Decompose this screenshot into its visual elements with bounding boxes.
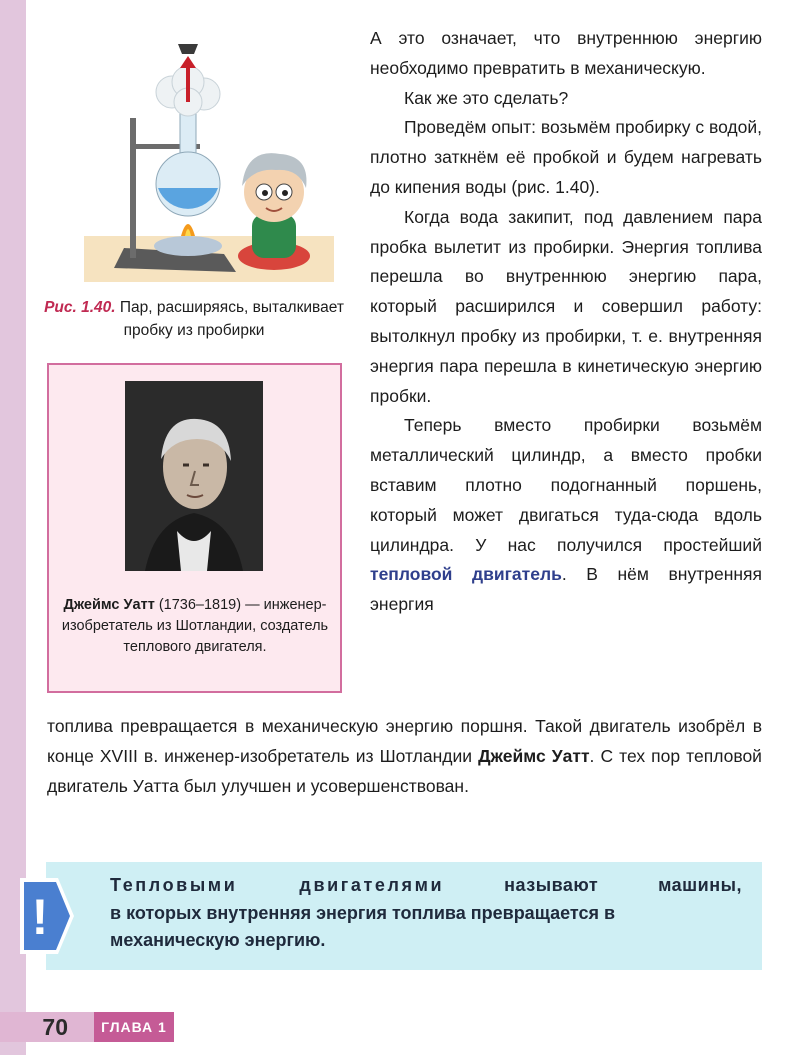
burner-dish [154, 236, 222, 256]
chapter-label: ГЛАВА 1 [94, 1012, 174, 1042]
inventor-name: Джеймс Уатт [478, 745, 590, 766]
continued-part-a: топлива превращается в механическую энергию поршня. Такой двигатель изобрёл в конце XVIII в. инженер-изобретатель из Шотландии [47, 716, 762, 766]
paragraph-2: Как же это сделать? [404, 87, 569, 108]
figure-caption [44, 296, 344, 342]
portrait-years: (1736–1819) — [158, 597, 260, 613]
paragraph-5-part-b: . В нём внутренняя энергия [370, 564, 762, 615]
continued-part-b: . С тех пор тепловой двигатель Уатта был улучшен и усовершенствован. [47, 745, 762, 796]
portrait-caption [61, 595, 329, 658]
svg-text:!: ! [31, 889, 49, 945]
paragraph-4: Когда вода закипит, под давлением пара пробка вылетит из пробирки. Энергия топлива перешла во внутреннюю энергию пара, который расширился и совершил работу: вытолкнул пробку из пробирки, т. е. внутренняя энергия пара перешла в кинетическую энергию пробки. [370, 206, 762, 406]
figure-illustration [84, 36, 334, 282]
portrait-image [125, 381, 263, 571]
definition-line-1 [110, 872, 742, 900]
paragraph-5-part-a: Теперь вместо пробирки возьмём металлический цилиндр, а вместо пробки вставим плотно подогнанный поршень, который может двигаться туда-сюда вдоль цилиндра. У нас получился простейший [370, 415, 762, 555]
cartoon-character [238, 153, 310, 270]
page-footer [0, 1012, 172, 1042]
portrait-name: Джеймс Уатт [63, 597, 155, 613]
portrait-description: инженер-изобретатель из Шотландии, создатель теплового двигателя. [61, 597, 329, 655]
term-heat-engine: тепловой двигатель [370, 564, 562, 585]
definition-line-1-rest: называют машины, [504, 875, 742, 895]
paragraph-5 [370, 411, 762, 620]
paragraph-5-continued [47, 712, 762, 801]
experiment-illustration [84, 36, 334, 282]
stopper-shape [178, 44, 198, 54]
column-text [370, 24, 762, 620]
figure-label: Рис. 1.40. [44, 299, 116, 316]
figure-caption-text: Пар, расширяясь, выталкивает пробку из пробирки [119, 299, 344, 339]
full-width-text [47, 712, 762, 801]
exclamation-icon [16, 878, 76, 954]
page-number: 70 [0, 1012, 94, 1042]
paragraph-1: А это означает, что внутреннюю энергию необходимо превратить в механическую. [370, 28, 762, 78]
paragraph-3: Проведём опыт: возьмём пробирку с водой, плотно заткнём её пробкой и будем нагревать до кипения воды (рис. 1.40). [370, 117, 762, 197]
definition-term: Тепловыми двигателями [110, 875, 445, 895]
portrait-box [47, 363, 342, 693]
definition-text [110, 872, 742, 955]
stand-rod [130, 118, 136, 258]
definition-rest: в которых внутренняя энергия топлива превращается в механическую энергию. [110, 902, 616, 950]
